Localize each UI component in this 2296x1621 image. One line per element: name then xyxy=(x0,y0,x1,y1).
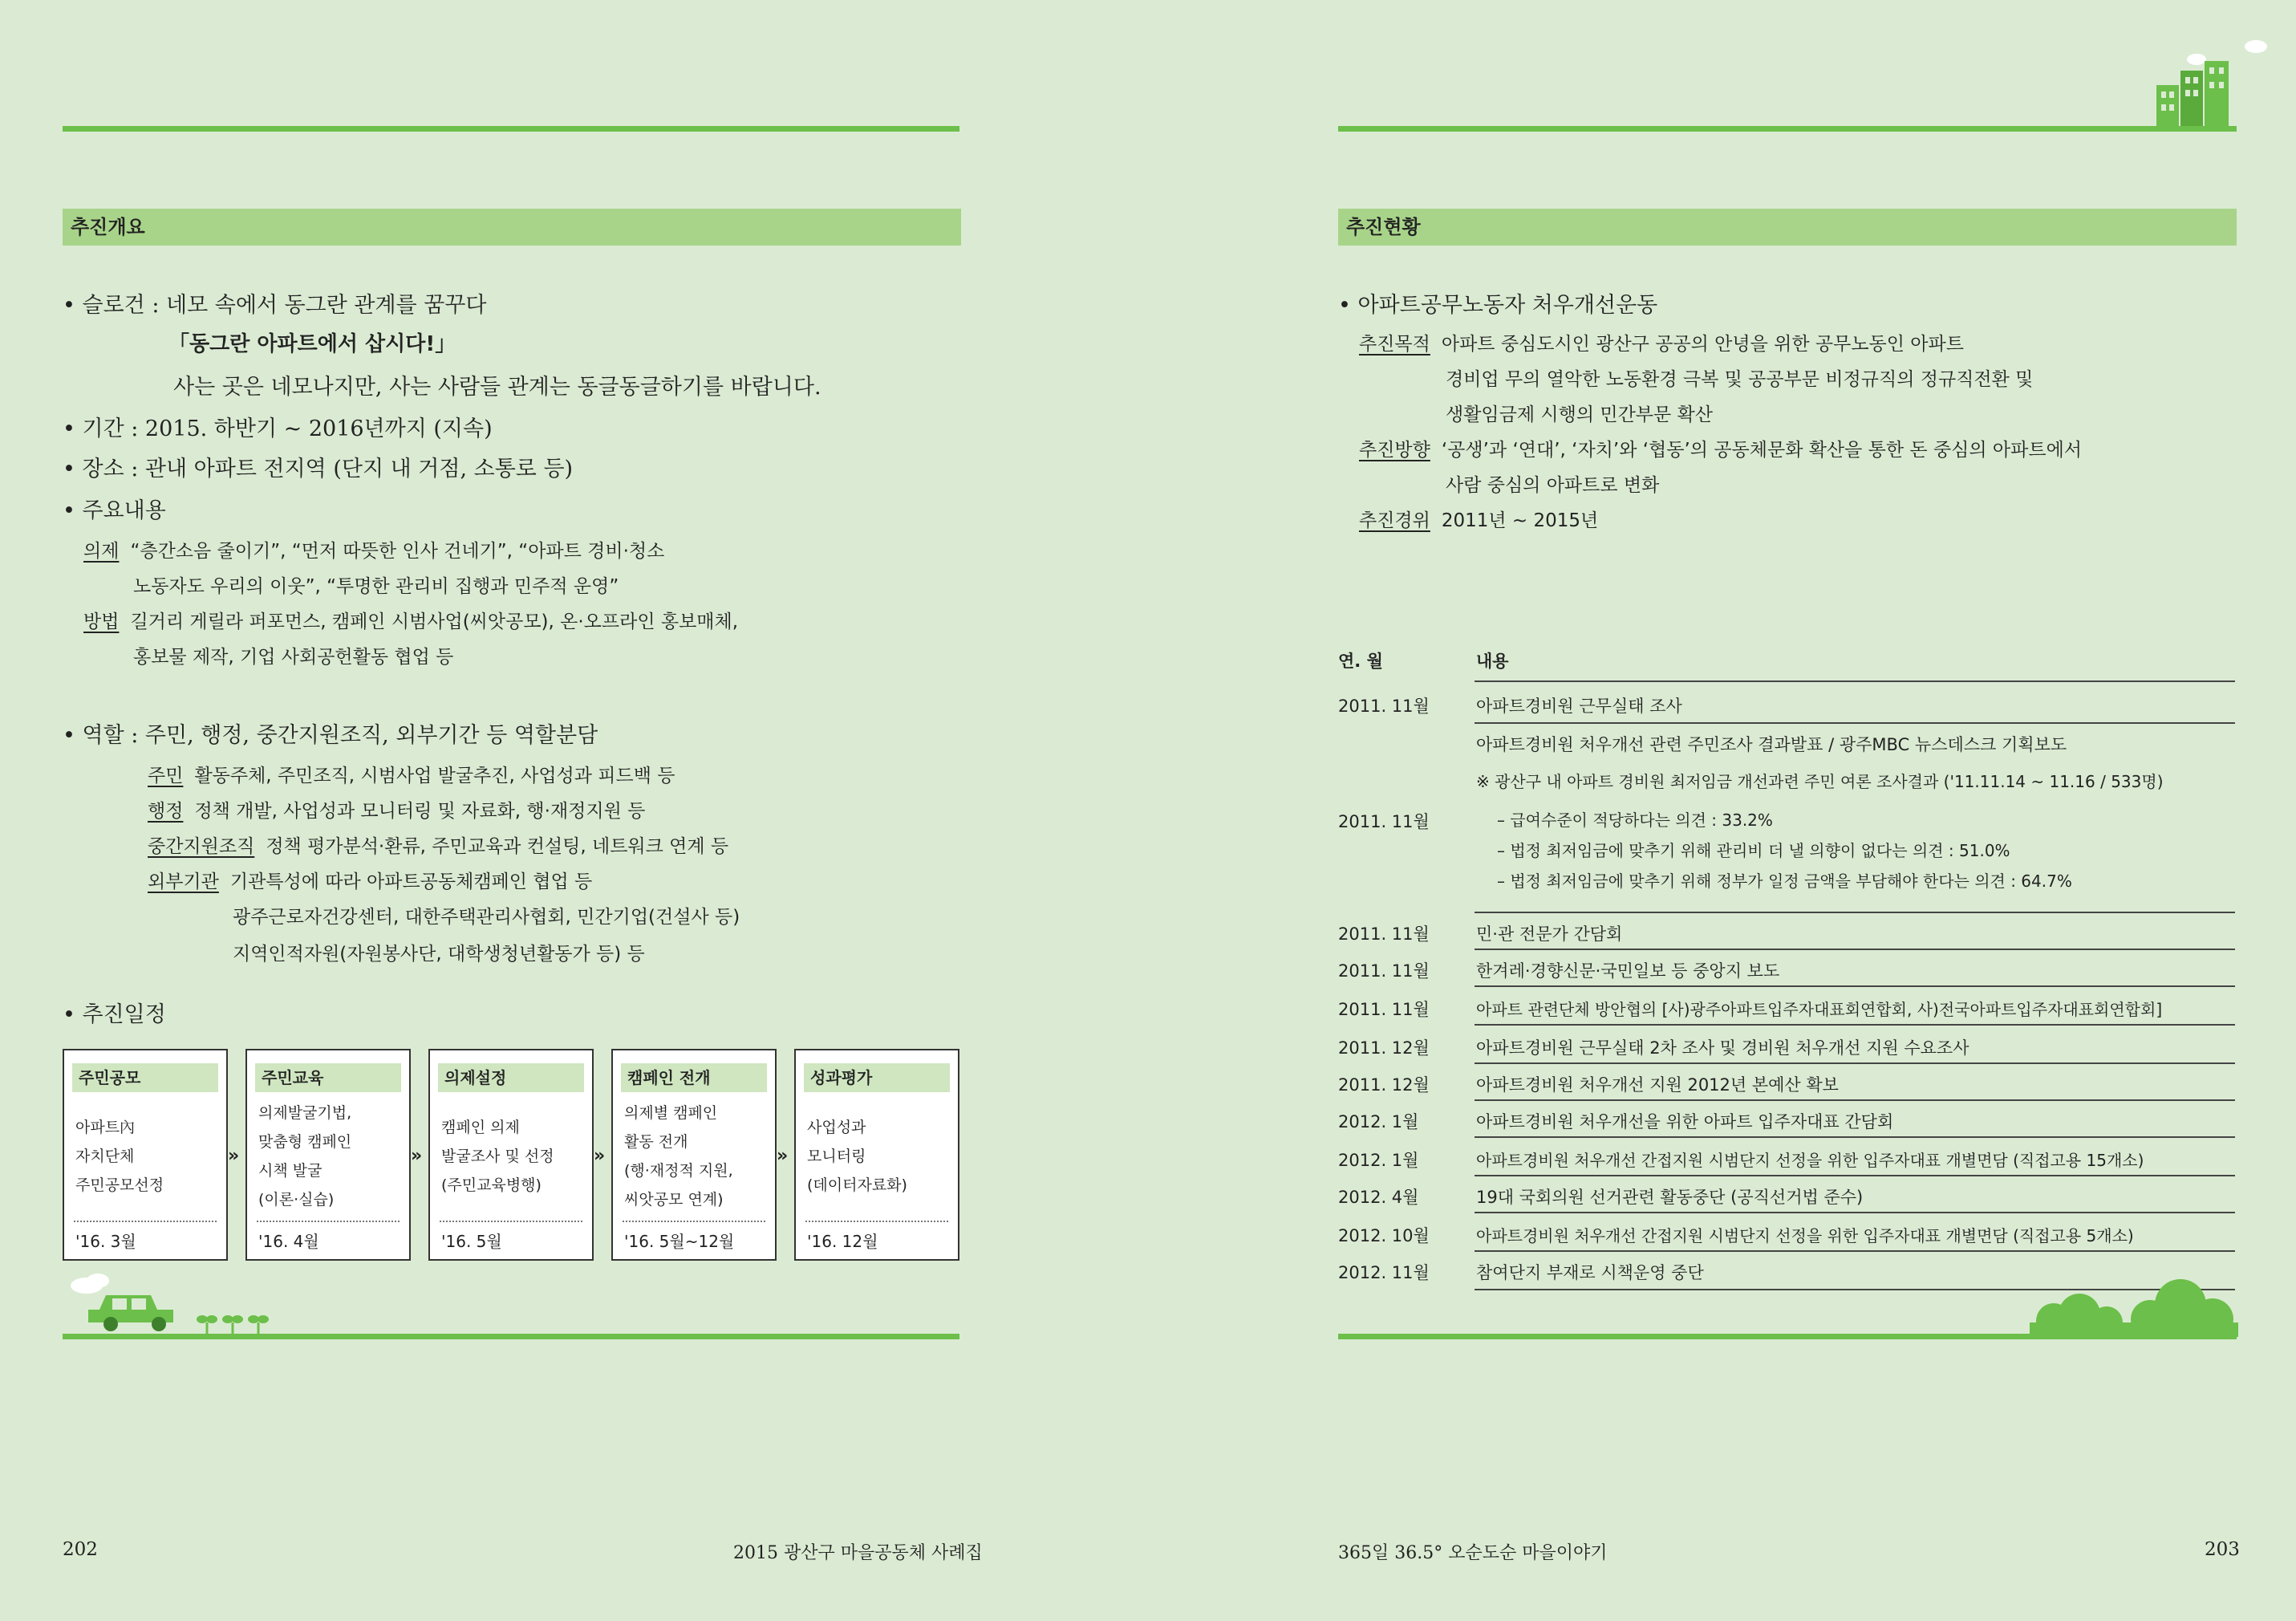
slogan-desc: 사는 곳은 네모나지만, 사는 사람들 관계는 동글동글하기를 바랍니다. xyxy=(173,375,821,400)
schedule-box-5 xyxy=(794,1049,959,1261)
purpose-line-1 xyxy=(1359,329,1964,355)
table-row-rule xyxy=(1475,949,2235,950)
table-cell-date: 2011. 12월 xyxy=(1338,1038,1430,1058)
schedule-head: 의제설정 xyxy=(438,1063,584,1092)
table-cell-date: 2012. 4월 xyxy=(1338,1188,1419,1207)
method-text-1: 길거리 게릴라 퍼포먼스, 캠페인 시범사업(씨앗공모), 온·오프라인 홍보매체, xyxy=(130,611,739,632)
table-cell-date: 2012. 1월 xyxy=(1338,1112,1419,1131)
table-cell-content: 아파트경비원 처우개선 간접지원 시범단지 선정을 위한 입주자대표 개별면담 (직접고용 5개소) xyxy=(1476,1226,2134,1245)
role-text: 정책 평가분석·환류, 주민교육과 컨설팅, 네트워크 연계 등 xyxy=(266,836,729,857)
trees-icon xyxy=(2030,1273,2238,1337)
purpose-line-3: 생활임금제 시행의 민간부문 확산 xyxy=(1446,404,1713,425)
schedule-divider xyxy=(805,1221,948,1222)
table-cell-content: 아파트경비원 근무실태 2차 조사 및 경비원 처우개선 지원 수요조사 xyxy=(1476,1038,1969,1058)
table-head-date: 연. 월 xyxy=(1338,652,1383,671)
role-row xyxy=(148,796,645,823)
schedule-body: 사업성과 모니터링 (데이터자료화) xyxy=(807,1119,907,1194)
schedule-date: '16. 5월~12월 xyxy=(624,1232,735,1251)
schedule-body: 아파트內 자치단체 주민공모선정 xyxy=(75,1119,164,1194)
agenda-line-1 xyxy=(83,536,664,563)
direction-line-2: 사람 중심의 아파트로 변화 xyxy=(1446,475,1660,496)
role-label: 외부기관 xyxy=(148,871,219,892)
table-cell-content: 참여단지 부재로 시책운영 중단 xyxy=(1476,1263,1704,1282)
table-row-rule xyxy=(1475,1250,2235,1252)
table-cell-content: 아파트경비원 처우개선 간접지원 시범단지 선정을 위한 입주자대표 개별면담 (직접고용 15개소) xyxy=(1476,1151,2144,1170)
direction-line-1 xyxy=(1359,435,2082,461)
table-row-rule xyxy=(1475,1175,2235,1176)
table-note: ※ 광산구 내 아파트 경비원 최저임금 개선과련 주민 여론 조사결과 ('11.11.14 ~ 11.16 / 533명) xyxy=(1476,772,2164,791)
schedule-divider xyxy=(257,1221,400,1222)
agenda-text-1: “층간소음 줄이기”, “먼저 따뜻한 인사 건네기”, “아파트 경비·청소 xyxy=(130,541,665,562)
direction-label: 추진방향 xyxy=(1359,440,1430,461)
table-cell-date: 2011. 11월 xyxy=(1338,1000,1430,1019)
method-line-2: 홍보물 제작, 기업 사회공헌활동 협업 등 xyxy=(133,647,454,668)
roles-title: • 역할 : 주민, 행정, 중간지원조직, 외부기간 등 역할분담 xyxy=(63,723,598,748)
schedule-head: 주민교육 xyxy=(255,1063,401,1092)
history-line xyxy=(1359,506,1598,532)
direction-text-1: ‘공생’과 ‘연대’, ‘자치’와 ‘협동’의 공동체문화 확산을 통한 돈 중심의 아파트에서 xyxy=(1441,440,2083,461)
table-cell-content: 아파트경비원 처우개선 지원 2012년 본예산 확보 xyxy=(1476,1075,1839,1095)
table-row-rule xyxy=(1475,1062,2235,1064)
table-cell-content: 아파트경비원 근무실태 조사 xyxy=(1476,697,1682,716)
role-row xyxy=(148,831,728,858)
role-text: 정책 개발, 사업성과 모니터링 및 자료화, 행·재정지원 등 xyxy=(194,801,646,822)
right-bottom-rule xyxy=(1338,1334,2237,1339)
contents-title: • 주요내용 xyxy=(63,498,166,523)
roles-extra-1: 광주근로자건강센터, 대한주택관리사협회, 민간기업(건설사 등) xyxy=(233,907,740,928)
left-footer-title: 2015 광산구 마을공동체 사례집 xyxy=(733,1543,983,1563)
history-label: 추진경위 xyxy=(1359,510,1430,531)
table-row-rule xyxy=(1475,1099,2235,1101)
table-cell-date: 2011. 11월 xyxy=(1338,924,1430,944)
sprout-icon xyxy=(196,1310,270,1337)
schedule-body: 의제발굴기법, 맞춤형 캠페인 시책 발굴 (이론·실습) xyxy=(258,1104,352,1209)
role-label: 주민 xyxy=(148,766,184,786)
roles-extra-2: 지역인적자원(자원봉사단, 대학생청년활동가 등) 등 xyxy=(233,944,645,965)
schedule-head: 성과평가 xyxy=(804,1063,950,1092)
cloud-icon xyxy=(2245,40,2267,53)
agenda-line-2: 노동자도 우리의 이웃”, “투명한 관리비 집행과 민주적 운영” xyxy=(133,576,619,597)
table-sub-item: – 법정 최저임금에 맞추기 위해 정부가 일정 금액을 부담해야 한다는 의견 : 64.7% xyxy=(1497,871,2072,891)
method-label: 방법 xyxy=(83,611,120,632)
schedule-box-3 xyxy=(428,1049,594,1261)
right-footer-title: 365일 36.5° 오순도순 마을이야기 xyxy=(1338,1543,1608,1563)
schedule-divider xyxy=(623,1221,765,1222)
table-cell-date: 2011. 12월 xyxy=(1338,1075,1430,1095)
table-cell-content: 아파트경비원 처우개선을 위한 아파트 입주자대표 간담회 xyxy=(1476,1112,1894,1131)
campaign-title: • 아파트공무노동자 처우개선운동 xyxy=(1338,293,1658,318)
method-line-1 xyxy=(83,607,738,633)
table-sub-item: – 법정 최저임금에 맞추기 위해 관리비 더 낼 의향이 없다는 의견 : 51.0% xyxy=(1497,841,2010,860)
right-top-rule xyxy=(1338,126,2237,132)
role-row xyxy=(148,867,592,893)
schedule-head: 주민공모 xyxy=(72,1063,218,1092)
role-label: 행정 xyxy=(148,801,184,822)
place-line: • 장소 : 관내 아파트 전지역 (단지 내 거점, 소통로 등) xyxy=(63,457,574,481)
table-cell-date: 2012. 10월 xyxy=(1338,1226,1430,1245)
table-sub-item: – 급여수준이 적당하다는 의견 : 33.2% xyxy=(1497,810,1773,830)
table-cell-date: 2011. 11월 xyxy=(1338,697,1430,716)
table-cell-content: 아파트경비원 처우개선 관련 주민조사 결과발표 / 광주MBC 뉴스데스크 기획보도 xyxy=(1476,735,2067,754)
left-page-number: 202 xyxy=(63,1539,98,1560)
table-row-rule xyxy=(1475,722,2235,724)
schedule-arrow: » xyxy=(777,1146,789,1166)
left-section-title: 추진개요 xyxy=(63,209,961,246)
schedule-box-1 xyxy=(63,1049,228,1261)
table-cell-content: 아파트 관련단체 방안협의 [사)광주아파트입주자대표회연합회, 사)전국아파트입주자대표회연합회] xyxy=(1476,1000,2163,1019)
table-head-rule xyxy=(1475,680,2235,682)
slogan-line: • 슬로건 : 네모 속에서 동그란 관계를 꿈꾸다 xyxy=(63,293,487,318)
left-top-rule xyxy=(63,126,959,132)
table-cell-date: 2012. 11월 xyxy=(1338,1263,1430,1282)
right-page-number: 203 xyxy=(2205,1539,2240,1560)
role-text: 기관특성에 따라 아파트공동체캠페인 협업 등 xyxy=(229,871,593,892)
table-cell-date: 2011. 11월 xyxy=(1338,961,1430,981)
table-cell-date: 2012. 1월 xyxy=(1338,1151,1419,1170)
schedule-arrow: » xyxy=(594,1146,606,1166)
table-cell-content: 한겨레·경향신문·국민일보 등 중앙지 보도 xyxy=(1476,961,1780,981)
schedule-arrow: » xyxy=(228,1146,240,1166)
schedule-date: '16. 3월 xyxy=(75,1232,136,1251)
buildings-icon xyxy=(2150,32,2278,128)
car-icon xyxy=(64,1271,185,1335)
role-label: 중간지원조직 xyxy=(148,836,255,857)
schedule-head: 캠페인 전개 xyxy=(621,1063,767,1092)
table-row-rule xyxy=(1475,1024,2235,1026)
schedule-body: 의제별 캠페인 활동 전개 (행·재정적 지원, 씨앗공모 연계) xyxy=(624,1104,733,1209)
schedule-date: '16. 12월 xyxy=(807,1232,878,1251)
right-section-title: 추진현황 xyxy=(1338,209,2237,246)
table-row-rule xyxy=(1475,985,2235,987)
schedule-date: '16. 4월 xyxy=(258,1232,319,1251)
schedule-box-2 xyxy=(245,1049,411,1261)
purpose-label: 추진목적 xyxy=(1359,334,1430,355)
table-cell-content: 19대 국회의원 선거관련 활동중단 (공직선거법 준수) xyxy=(1476,1188,1864,1207)
period-line: • 기간 : 2015. 하반기 ~ 2016년까지 (지속) xyxy=(63,416,493,441)
schedule-divider xyxy=(74,1221,217,1222)
role-row xyxy=(148,761,675,787)
table-cell-content: 민·관 전문가 간담회 xyxy=(1476,924,1623,944)
schedule-body: 캠페인 의제 발굴조사 및 선정 (주민교육병행) xyxy=(441,1119,554,1194)
slogan-main: 「동그란 아파트에서 삽시다!」 xyxy=(168,332,456,356)
table-row-rule xyxy=(1475,912,2235,913)
schedule-box-4 xyxy=(611,1049,777,1261)
role-text: 활동주체, 주민조직, 시범사업 발굴추진, 사업성과 피드백 등 xyxy=(194,766,675,786)
table-row-rule xyxy=(1475,1136,2235,1138)
schedule-arrow: » xyxy=(411,1146,423,1166)
purpose-line-2: 경비업 무의 열악한 노동환경 극복 및 공공부문 비정규직의 정규직전환 및 xyxy=(1446,369,2034,390)
schedule-date: '16. 5월 xyxy=(441,1232,502,1251)
agenda-label: 의제 xyxy=(83,541,120,562)
left-bottom-rule xyxy=(63,1334,959,1339)
table-row-rule xyxy=(1475,1212,2235,1213)
table-head-content: 내용 xyxy=(1476,652,1509,671)
purpose-text-1: 아파트 중심도시인 광산구 공공의 안녕을 위한 공무노동인 아파트 xyxy=(1441,334,1964,355)
schedule-divider xyxy=(440,1221,582,1222)
table-cell-date: 2011. 11월 xyxy=(1338,812,1430,831)
schedule-title: • 추진일정 xyxy=(63,1002,166,1027)
history-text: 2011년 ~ 2015년 xyxy=(1441,510,1599,531)
